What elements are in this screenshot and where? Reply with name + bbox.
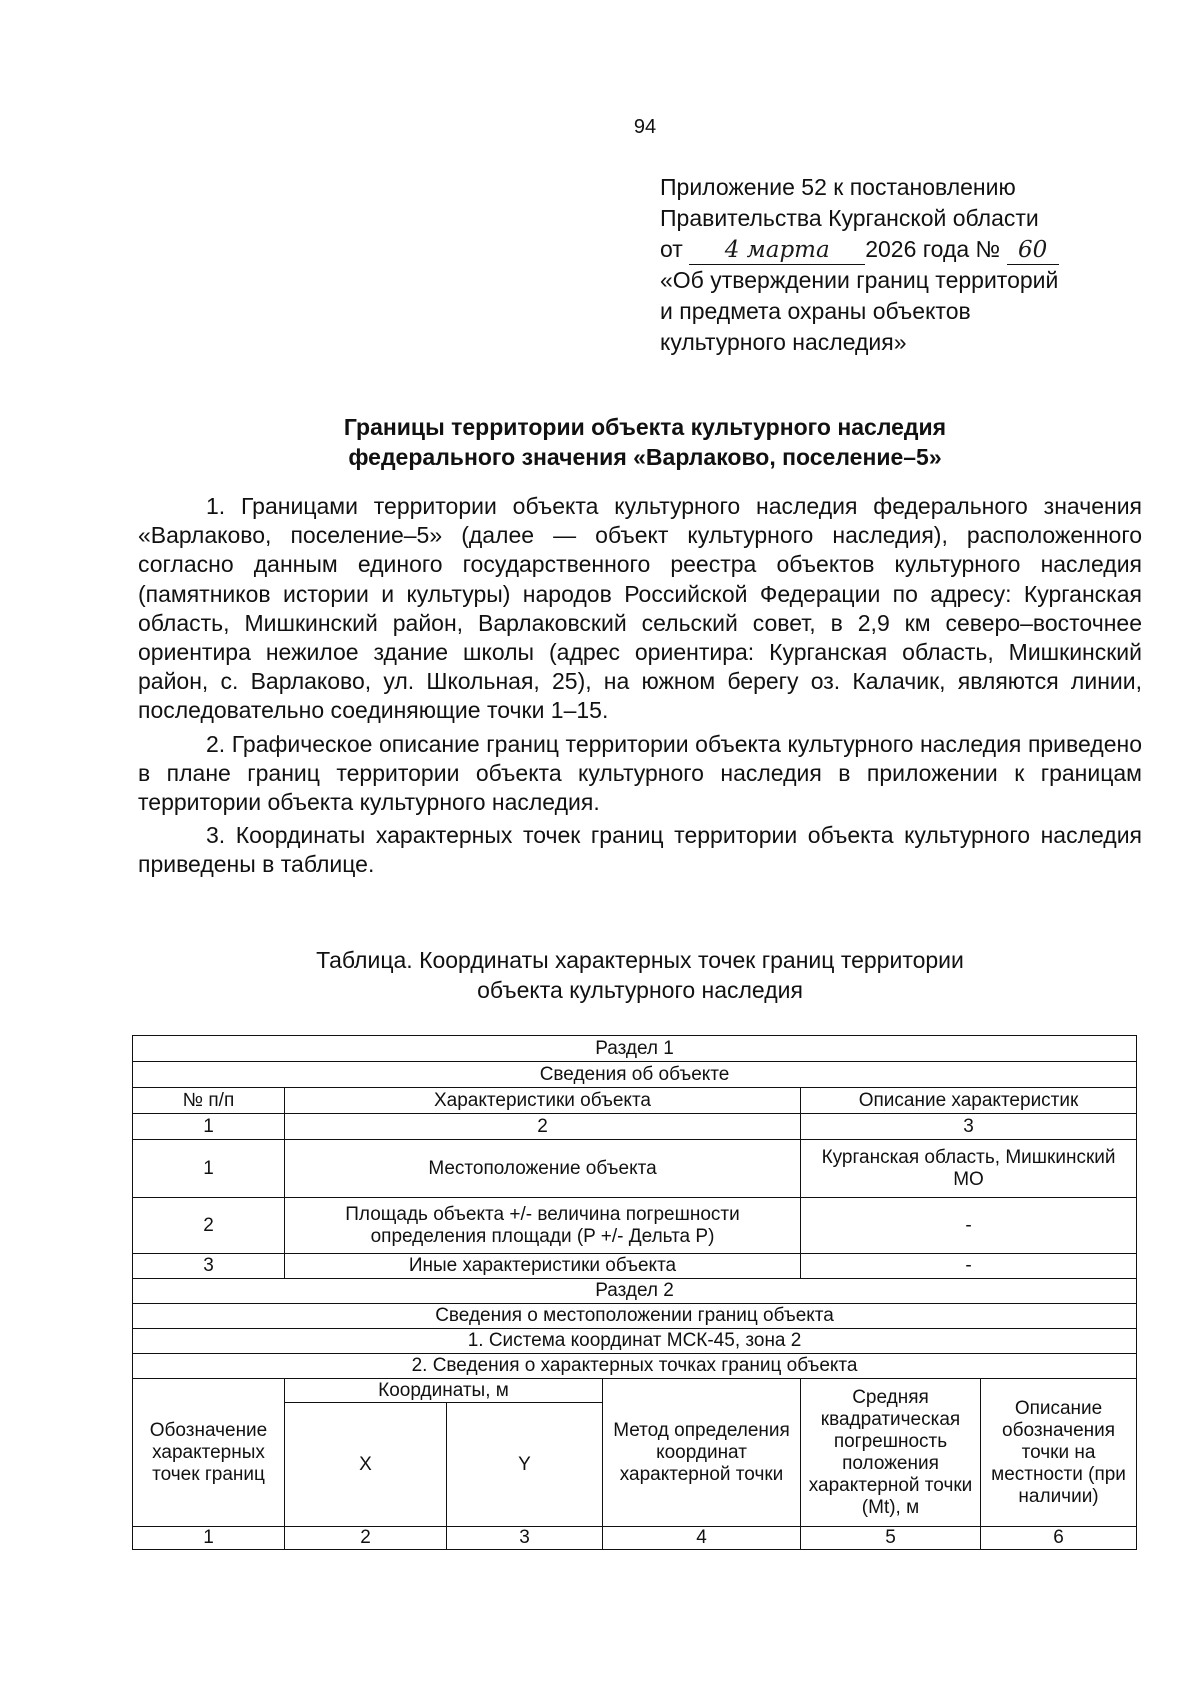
paragraph-3: 3. Координаты характерных точек границ территории объекта культурного наследия приведены в таблице. [138,822,1142,878]
header-error: Средняя квадратическая погрешность положения характерной точки (Mt), м [801,1379,981,1527]
caption-line: Таблица. Координаты характерных точек границ территории [316,947,964,973]
handwritten-number: 60 [1007,237,1059,265]
title-line: федерального значения «Варлаково, поселение–5» [348,444,942,470]
appendix-line: «Об утверждении границ территорий [660,267,1059,293]
row-description: Курганская область, Мишкинский МО [801,1140,1137,1198]
document-title [150,412,1140,472]
header-characteristics: Характеристики объекта [285,1088,801,1114]
header-designation: Обозначение характерных точек границ [133,1379,285,1527]
appendix-line: Приложение 52 к постановлению [660,174,1016,200]
header-description: Описание характеристик [801,1088,1137,1114]
appendix-ot: от [660,236,683,262]
section1-header: Раздел 1 [133,1036,1137,1062]
column-number: 4 [603,1527,801,1550]
row-num: 2 [133,1198,285,1254]
header-coordinates: Координаты, м [285,1379,603,1403]
points-info: 2. Сведения о характерных точках границ объекта [133,1354,1137,1379]
header-method: Метод определения координат характерной точки [603,1379,801,1527]
handwritten-date: 4 марта [689,237,865,265]
paragraph-2: 2. Графическое описание границ территории объекта культурного наследия приведено в плане границ территории объекта культурного наследия в приложении к границам территории объекта культурного наследия. [138,730,1142,816]
column-number: 5 [801,1527,981,1550]
column-number: 2 [285,1527,447,1550]
column-number: 1 [133,1114,285,1140]
row-characteristic: Местоположение объекта [285,1140,801,1198]
header-num: № п/п [133,1088,285,1114]
caption-line: объекта культурного наследия [477,977,803,1003]
header-point-description: Описание обозначения точки на местности (при наличии) [981,1379,1137,1527]
table-row [133,1198,1137,1254]
column-number: 3 [801,1114,1137,1140]
appendix-line: Правительства Курганской области [660,205,1039,231]
section2-title: Сведения о местоположении границ объекта [133,1304,1137,1329]
appendix-year: 2026 года № [865,236,1001,262]
paragraph-1: 1. Границами территории объекта культурного наследия федерального значения «Варлаково, поселение–5» (далее — объект культурного наследия), расположенного согласно данным единого государственного реестра объектов культурного наследия (памятников истории и культуры) народов Российской Федерации по адресу: Курганская область, Мишкинский район, Варлаковский сельский совет, в 2,9 км северо–восточнее ориентира нежилое здание школы (адрес ориентира: Курганская область, Мишкинский район, с. Варлаково, ул. Школьная, 25), на южном берегу оз. Калачик, являются линии, последовательно соединяющие точки 1–15. [138,493,1142,724]
coordinates-table-wrap [132,1035,1136,1550]
page-number: 94 [633,116,657,138]
header-x: X [285,1403,447,1527]
coordinates-table [132,1035,1137,1550]
row-characteristic: Площадь объекта +/- величина погрешности определения площади (P +/- Дельта P) [285,1198,801,1254]
title-line: Границы территории объекта культурного наследия [343,414,947,440]
section2-header: Раздел 2 [133,1279,1137,1304]
row-num: 1 [133,1140,285,1198]
row-characteristic: Иные характеристики объекта [285,1254,801,1279]
row-num: 3 [133,1254,285,1279]
row-description: - [801,1254,1137,1279]
column-number: 3 [447,1527,603,1550]
coordinate-system: 1. Система координат МСК-45, зона 2 [133,1329,1137,1354]
section1-title: Сведения об объекте [133,1062,1137,1088]
table-row [133,1254,1137,1279]
table-row [133,1140,1137,1198]
appendix-line: и предмета охраны объектов [660,298,971,324]
column-number: 6 [981,1527,1137,1550]
appendix-line: культурного наследия» [660,329,907,355]
table-caption [140,945,1140,1005]
body-text [138,492,1142,884]
row-description: - [801,1198,1137,1254]
appendix-block [660,172,1130,358]
appendix-date-line [660,234,1130,265]
column-number: 2 [285,1114,801,1140]
column-number: 1 [133,1527,285,1550]
header-y: Y [447,1403,603,1527]
